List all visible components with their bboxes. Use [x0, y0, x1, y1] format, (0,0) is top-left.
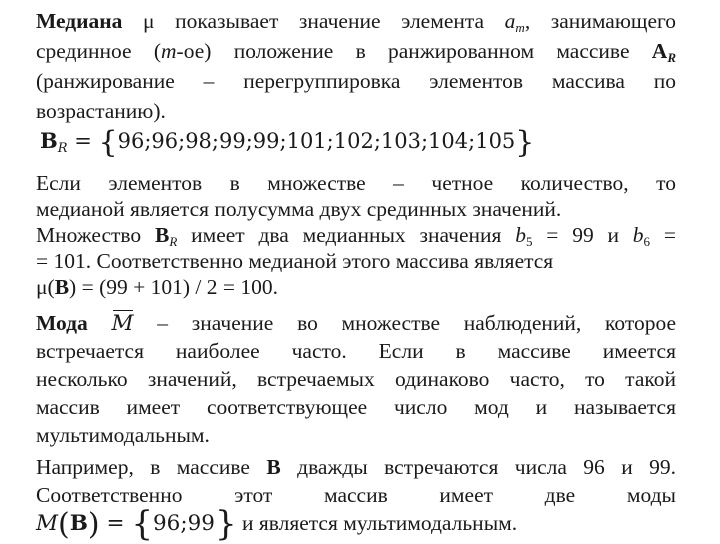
b6-index: 6: [643, 234, 651, 249]
close-paren: ): [87, 507, 100, 542]
median-symbol: μ: [143, 9, 155, 33]
even-line-5: [36, 274, 676, 300]
median-line-2: [36, 38, 676, 71]
ranked-values: 96;96;98;99;99;101;102;103;104;105: [117, 129, 516, 153]
example-conclusion: и является мультимодальным.: [236, 511, 518, 535]
b5-letter: b: [515, 223, 526, 247]
mode-term: Мода: [36, 311, 88, 335]
even-text-4: =: [650, 223, 676, 247]
close-brace: }: [214, 504, 237, 544]
close-brace: }: [515, 125, 535, 160]
even-line-1: Если элементов в множестве – четное количество, то: [36, 171, 676, 195]
example-text-2: дважды встречаются числа 96 и 99.: [280, 455, 676, 479]
array-a-letter: A: [651, 39, 668, 63]
median-text-end: -ое) положение в ранжированном массиве: [176, 39, 630, 63]
mode-m-letter: M: [36, 511, 59, 536]
example-line-3: [36, 504, 676, 544]
b5-index: 5: [525, 234, 533, 249]
open-paren: (: [58, 507, 70, 542]
even-text-3: = 99 и: [532, 223, 633, 247]
even-line-2: медианой является полусумма двух срединных значений.: [36, 197, 562, 221]
mode-definition: – значение во множестве наблюдений, которое: [157, 311, 677, 335]
median-symbol: μ(: [36, 275, 55, 299]
set-b-letter: B: [54, 275, 70, 299]
element-a: [505, 9, 525, 33]
even-text-2: имеет два медианных значения: [177, 223, 516, 247]
set-b-letter: B: [154, 223, 170, 247]
mode-line-3: несколько значений, встречаемых одинаково часто, то такой: [36, 367, 676, 391]
m-variable: m: [161, 39, 177, 63]
even-line-4: = 101. Соответственно медианой этого массива является: [36, 249, 554, 273]
median-line-3: (ранжирование – перегруппировка элементов массива по: [36, 69, 676, 93]
example-line-2: Соответственно этот массив имеет две моды: [36, 483, 676, 507]
set-b-letter: B: [266, 455, 281, 479]
mode-symbol: M: [111, 311, 134, 336]
even-text: Множество: [36, 223, 155, 247]
mode-formula: [36, 504, 237, 544]
set-b-subscript: R: [57, 141, 68, 156]
array-a-subscript: R: [667, 50, 676, 65]
mode-values: 96;99: [152, 511, 215, 536]
mode-line-5: мультимодальным.: [36, 423, 210, 447]
equals-sign: =: [99, 511, 132, 536]
element-a-letter: a: [504, 9, 516, 33]
set-b-subscript: R: [169, 234, 178, 249]
ranked-set: $B_R$ = {96;96;98;99;99;101;102;103;104;105}: [40, 125, 535, 160]
b6-letter: b: [632, 223, 644, 247]
array-a-r: [652, 39, 676, 63]
median-text: срединное (: [36, 39, 162, 63]
mode-line-4: массив имеет соответствующее число мод и называется: [36, 395, 676, 419]
mode-line-1: [36, 310, 676, 337]
open-brace: {: [98, 125, 118, 160]
median-calc: ) = (99 + 101) / 2 = 100.: [69, 275, 278, 299]
element-a-subscript: m: [515, 20, 525, 35]
set-b-letter: B: [40, 128, 58, 153]
median-text-end: , занимающего: [524, 9, 677, 33]
median-line-4: возрастанию).: [36, 99, 166, 123]
set-b-letter: B: [69, 511, 88, 536]
median-term: Медиана: [36, 9, 123, 33]
median-line-1: [36, 8, 676, 41]
example-line-1: [36, 454, 676, 480]
median-text: показывает значение элемента: [175, 9, 485, 33]
mode-line-2: встречается наиболее часто. Если в массиве имеется: [36, 339, 676, 363]
open-brace: {: [131, 504, 153, 544]
example-text: Например, в массиве: [36, 455, 267, 479]
